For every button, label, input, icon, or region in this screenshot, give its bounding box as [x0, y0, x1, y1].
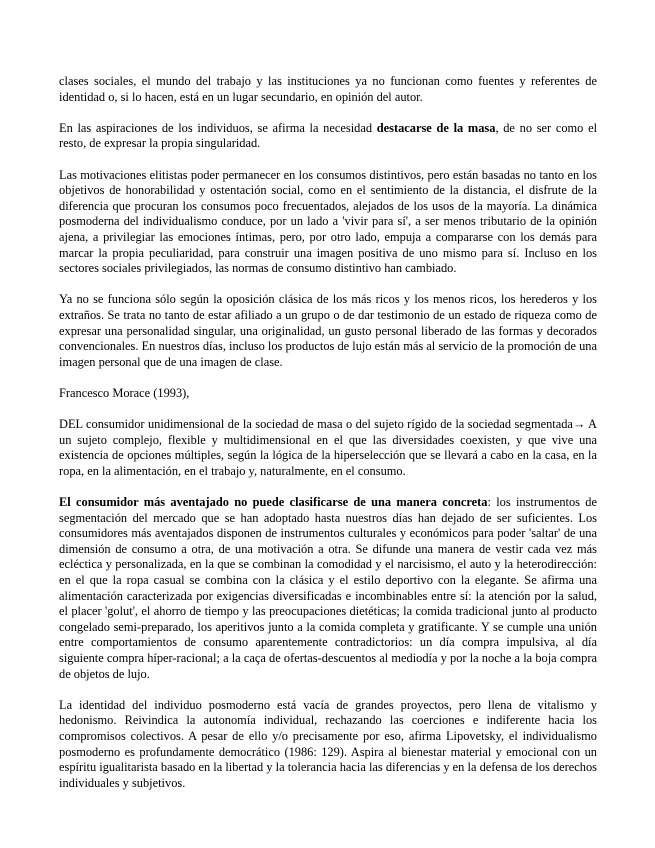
- paragraph-1: clases sociales, el mundo del trabajo y las instituciones ya no funcionan como fuentes y referentes de identidad o, si lo hacen, está en un lugar secundario, en opinión del autor.: [59, 74, 597, 104]
- paragraph-7-bold: El consumidor más aventajado no puede clasificarse de una manera concreta: [59, 495, 488, 510]
- paragraph-2: [59, 121, 597, 152]
- paragraph-5-citation: Francesco Morace (1993),: [59, 385, 190, 400]
- paragraph-8: La identidad del individuo posmoderno está vacía de grandes proyectos, pero llena de vitalismo y hedonismo. Reivindica la autonomía individual, rechazando las coerciones e indiferente hacia los compromisos colectivos. A pesar de ello y/o precisamente por eso, afirma Lipovetsky, el individualismo posmoderno es profundamente democrático (1986: 129). Aspira al bienestar material y emocional con un espíritu igualitarista basado en la libertad y la tolerancia hacia las diferencias y en la defensa de los derechos individuales y subjetivos.: [59, 697, 597, 790]
- paragraph-2-bold: destacarse de la masa: [376, 120, 496, 135]
- paragraph-4: Ya no se funciona sólo según la oposición clásica de los más ricos y los menos ricos, los herederos y los extraños. Se trata no tanto de estar afiliado a un grupo o de dar testimonio de un estado de riqueza como de expresar una personalidad singular, una originalidad, un gusto personal liberado de las formas y decorados convencionales. En nuestros días, incluso los productos de lujo están más al servicio de la promoción de una imagen personal que de una imagen de clase.: [59, 292, 597, 369]
- paragraph-3: Las motivaciones elitistas poder permanecer en los consumos distintivos, pero están basadas no tanto en los objetivos de honorabilidad y ostentación social, como en el sentimiento de la distancia, el disfrute de la diferencia que procuran los consumos poco frecuentados, alejados de los usos de la mayoría. La dinámica posmoderna del individualismo conduce, por un lado a 'vivir para sí', a ser menos tributario de la opinión ajena, a privilegiar las emociones íntimas, pero, por otro lado, empuja a compararse con los demás para marcar la propia peculiaridad, para construir una imagen positiva de uno mismo para sí. Incluso en los sectores sociales privilegiados, las normas de consumo distintivo han cambiado.: [59, 167, 597, 276]
- document-page: [59, 74, 597, 807]
- paragraph-2-text-a: En las aspiraciones de los individuos, se afirma la necesidad: [59, 120, 377, 135]
- paragraph-6: DEL consumidor unidimensional de la sociedad de masa o del sujeto rígido de la sociedad segmentada→ A un sujeto complejo, flexible y multidimensional en el que las diversidades coexisten, y que vive una existencia de opciones múltiples, según la lógica de la hiperselección que se llevará a cabo en la casa, en la ropa, en la alimentación, en el trabajo y, naturalmente, en el consumo.: [59, 417, 597, 478]
- paragraph-7: [59, 495, 597, 682]
- paragraph-2-text-b: , de no ser como el resto, de expresar la propia singularidad.: [59, 120, 598, 151]
- paragraph-7-text: : los instrumentos de segmentación del mercado que se han adoptado hasta nuestros días han dejado de ser suficientes. Los consumidores más aventajados disponen de instrumentos culturales y económicos para poder 'saltar' de una dimensión de consumo a otra, de una motivación a otra. Se difunde una manera de vestir cada vez más ecléctica y personalizada, en la que se combinan la comodidad y el narcisismo, el auto y la heterodirección: en el que la ropa casual se combina con la clásica y el estilo deportivo con la elegante. Se afirma una alimentación caracterizada por exigencias diversificadas e incombinables entre sí: la atención por la salud, el placer 'golut', el ahorro de tiempo y las preocupaciones dietéticas; la comida tradicional junto al producto congelado semi-preparado, los aperitivos junto a la comida completa y gratificante. Y se cumple una unión entre comportamientos de consumo aparentemente contradictorios: un día compra impulsiva, al día siguiente compra híper-racional; a la caça de ofertas-descuentos al mediodía y por la noche a la boja compra de objetos de lujo.: [59, 495, 597, 681]
